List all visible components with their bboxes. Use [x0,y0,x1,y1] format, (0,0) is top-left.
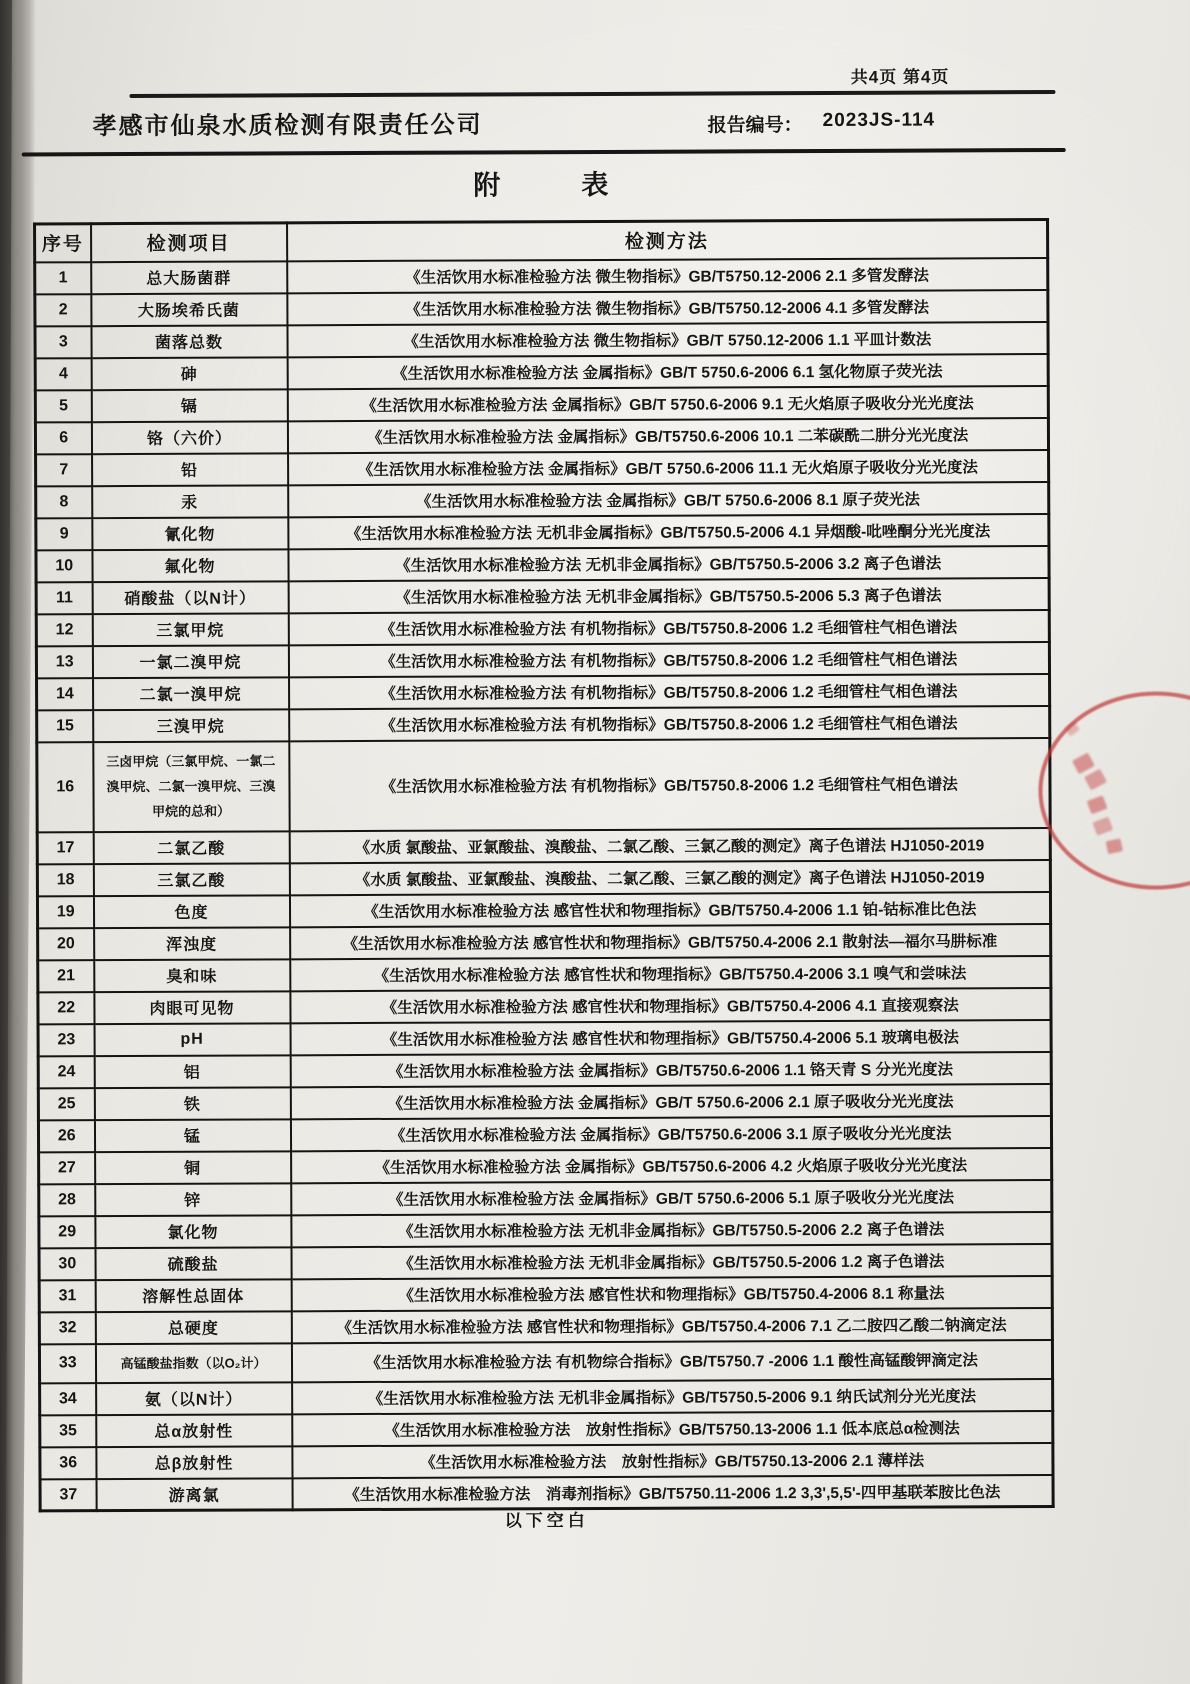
row-no: 13 [36,646,92,678]
table-row [38,924,1051,960]
row-method: 《生活饮用水标准检验方法 金属指标》GB/T 5750.6-2006 2.1 原子吸收分光光度法 [290,1084,1051,1119]
table-row [38,1052,1051,1088]
seal-glyph-fragment [1087,795,1108,814]
row-no: 20 [38,928,94,960]
row-no: 16 [37,742,93,832]
header-cell-method: 检测方法 [287,220,1048,261]
table-row [36,642,1049,678]
row-item: 总大肠菌群 [91,261,287,294]
row-item: 氯化物 [95,1215,291,1248]
row-no: 34 [40,1383,96,1415]
table-row [37,738,1050,832]
row-no: 32 [39,1312,95,1344]
row-method: 《生活饮用水标准检验方法 金属指标》GB/T 5750.6-2006 8.1 原子荧光法 [288,482,1049,517]
table-row [38,988,1051,1024]
row-item: 浑浊度 [94,927,290,960]
row-no: 7 [36,454,92,486]
table-row [39,1180,1052,1216]
row-method: 《生活饮用水标准检验方法 有机物指标》GB/T5750.8-2006 1.2 毛细管柱气相色谱法 [288,642,1049,677]
row-item: 镉 [91,389,287,422]
row-method: 《生活饮用水标准检验方法 微生物指标》GB/T5750.12-2006 4.1 多管发酵法 [287,290,1048,325]
table-row [40,1379,1053,1415]
row-no: 35 [40,1415,96,1447]
table-row [35,354,1048,390]
row-method: 《生活饮用水标准检验方法 无机非金属指标》GB/T5750.5-2006 3.2 离子色谱法 [288,546,1049,581]
row-no: 33 [39,1344,95,1384]
row-no: 18 [37,864,93,896]
row-item: 色度 [93,895,289,928]
seal-ring [1038,691,1190,890]
report-number [708,110,936,138]
row-item: 砷 [91,357,287,390]
row-item: 氟化物 [92,549,288,582]
row-no: 5 [35,390,91,422]
table-row [37,674,1050,710]
table-row [39,1212,1052,1248]
row-method: 《生活饮用水标准检验方法 无机非金属指标》GB/T5750.5-2006 2.2 离子色谱法 [291,1212,1052,1247]
table-row [38,956,1051,992]
row-item: 铬（六价） [91,421,287,454]
row-item: 二氯乙酸 [93,831,289,864]
table-row [37,892,1050,928]
row-item: pH [94,1023,290,1056]
row-no: 28 [39,1184,95,1216]
report-number-value: 2023JS-114 [822,109,936,132]
row-method: 《生活饮用水标准检验方法 金属指标》GB/T 5750.6-2006 5.1 原子吸收分光光度法 [291,1180,1052,1215]
appendix-title: 附 表 [473,169,609,201]
row-no: 8 [36,486,92,518]
row-method: 《生活饮用水标准检验方法 有机物指标》GB/T5750.8-2006 1.2 毛细管柱气相色谱法 [288,610,1049,645]
table-row [39,1244,1052,1280]
row-item: 汞 [92,485,288,518]
row-no: 25 [38,1088,94,1120]
row-method: 《生活饮用水标准检验方法 无机非金属指标》GB/T5750.5-2006 4.1 异烟酸-吡唑酮分光光度法 [288,514,1049,549]
row-no: 17 [37,832,93,864]
row-no: 26 [38,1120,94,1152]
header-cell-no: 序号 [35,224,91,262]
row-method: 《水质 氯酸盐、亚氯酸盐、溴酸盐、二氯乙酸、三氯乙酸的测定》离子色谱法 HJ1050-2019 [289,860,1050,895]
table-row [36,546,1049,582]
row-item: 硫酸盐 [95,1247,291,1280]
row-no: 21 [38,960,94,992]
row-method: 《生活饮用水标准检验方法 有机物指标》GB/T5750.8-2006 1.2 毛细管柱气相色谱法 [289,674,1050,709]
row-no: 24 [38,1056,94,1088]
header-cell-item: 检测项目 [91,223,287,262]
header-rule-top [129,90,1055,98]
row-no: 37 [40,1479,96,1511]
row-method: 《生活饮用水标准检验方法 微生物指标》GB/T5750.12-2006 2.1 多管发酵法 [287,258,1048,293]
table-row [35,386,1048,422]
row-item: 氰化物 [92,517,288,550]
seal-glyph-fragment [1072,753,1095,775]
report-number-label: 报告编号： [707,115,803,137]
row-no: 1 [35,262,91,294]
table-row [37,860,1050,896]
row-no: 10 [36,550,92,582]
table-row [37,706,1050,742]
row-method: 《生活饮用水标准检验方法 有机物指标》GB/T5750.8-2006 1.2 毛细管柱气相色谱法 [289,706,1050,741]
row-item: 总硬度 [95,1311,291,1344]
row-method: 《生活饮用水标准检验方法 感官性状和物理指标》GB/T5750.4-2006 4.1 直接观察法 [290,988,1051,1023]
row-method: 《生活饮用水标准检验方法 放射性指标》GB/T5750.13-2006 2.1 薄样法 [292,1443,1053,1478]
table-row [35,418,1048,454]
methods-table-body [35,258,1053,1512]
row-item: 二氯一溴甲烷 [93,677,289,710]
row-item: 铁 [94,1087,290,1120]
seal-glyph-fragment [1064,721,1080,736]
row-item: 臭和味 [94,959,290,992]
row-no: 12 [36,614,92,646]
row-no: 27 [39,1152,95,1184]
row-method: 《生活饮用水标准检验方法 金属指标》GB/T5750.6-2006 1.1 铬天青 S 分光光度法 [290,1052,1051,1087]
table-row [38,1020,1051,1056]
footer-note: 以下空白 [504,1511,589,1531]
table-row [39,1340,1052,1384]
row-method: 《生活饮用水标准检验方法 放射性指标》GB/T5750.13-2006 1.1 低本底总α检测法 [292,1411,1053,1446]
row-item: 锰 [94,1119,290,1152]
row-method: 《生活饮用水标准检验方法 感官性状和物理指标》GB/T5750.4-2006 2.1 散射法—福尔马肼标准 [290,924,1051,959]
table-row [40,1411,1053,1447]
row-method: 《生活饮用水标准检验方法 有机物综合指标》GB/T5750.7 -2006 1.1 酸性高锰酸钾滴定法 [291,1340,1052,1383]
table-row [35,258,1048,294]
row-method: 《生活饮用水标准检验方法 消毒剂指标》GB/T5750.11-2006 1.2 3,3',5,5'-四甲基联苯胺比色法 [292,1475,1053,1510]
table-row [38,1084,1051,1120]
pagination-text: 共4页 第4页 [850,67,950,87]
row-method: 《生活饮用水标准检验方法 金属指标》GB/T 5750.6-2006 9.1 无火焰原子吸收分光光度法 [287,386,1048,421]
row-item: 肉眼可见物 [94,991,290,1024]
row-item: 硝酸盐（以N计） [92,581,288,614]
row-method: 《生活饮用水标准检验方法 金属指标》GB/T5750.6-2006 3.1 原子吸收分光光度法 [290,1116,1051,1151]
table-header-row [35,220,1048,262]
row-item: 铝 [94,1055,290,1088]
row-item: 铜 [95,1151,291,1184]
table-row [38,1116,1051,1152]
row-item: 三卤甲烷（三氯甲烷、一氯二溴甲烷、二氯一溴甲烷、三溴甲烷的总和） [93,741,289,832]
row-method: 《生活饮用水标准检验方法 无机非金属指标》GB/T5750.5-2006 9.1 纳氏试剂分光光度法 [292,1379,1053,1414]
row-no: 6 [35,422,91,454]
row-item: 游离氯 [96,1478,292,1511]
table-row [36,450,1049,486]
row-method: 《水质 氯酸盐、亚氯酸盐、溴酸盐、二氯乙酸、三氯乙酸的测定》离子色谱法 HJ1050-2019 [289,828,1050,863]
row-item: 溶解性总固体 [95,1279,291,1312]
header-rule-bottom [22,148,1066,157]
row-no: 19 [37,896,93,928]
row-item: 三溴甲烷 [93,709,289,742]
row-no: 9 [36,518,92,550]
table-row [36,610,1049,646]
row-no: 2 [35,294,91,326]
row-no: 11 [36,582,92,614]
row-no: 22 [38,992,94,1024]
row-no: 29 [39,1216,95,1248]
row-item: 总β放射性 [96,1446,292,1479]
row-no: 4 [35,358,91,390]
row-item: 大肠埃希氏菌 [91,293,287,326]
company-name: 孝感市仙泉水质检测有限责任公司 [92,111,483,141]
row-no: 3 [35,326,91,358]
table-row [39,1308,1052,1344]
row-item: 总α放射性 [96,1414,292,1447]
row-method: 《生活饮用水标准检验方法 无机非金属指标》GB/T5750.5-2006 5.3 离子色谱法 [288,578,1049,613]
row-method: 《生活饮用水标准检验方法 感官性状和物理指标》GB/T5750.4-2006 8.1 称量法 [291,1276,1052,1311]
row-item: 锌 [95,1183,291,1216]
row-item: 三氯乙酸 [93,863,289,896]
table-row [36,514,1049,550]
row-item: 三氯甲烷 [92,613,288,646]
row-method: 《生活饮用水标准检验方法 感官性状和物理指标》GB/T5750.4-2006 7.1 乙二胺四乙酸二钠滴定法 [291,1308,1052,1343]
row-method: 《生活饮用水标准检验方法 金属指标》GB/T 5750.6-2006 6.1 氢化物原子荧光法 [287,354,1048,389]
row-no: 31 [39,1280,95,1312]
row-method: 《生活饮用水标准检验方法 微生物指标》GB/T 5750.12-2006 1.1 平皿计数法 [287,322,1048,357]
table-row [36,482,1049,518]
table-row [37,828,1050,864]
table-row [39,1276,1052,1312]
row-no: 14 [37,678,93,710]
row-item: 氨（以N计） [96,1382,292,1415]
table-row [35,290,1048,326]
methods-table-wrap [33,218,1055,1513]
row-method: 《生活饮用水标准检验方法 金属指标》GB/T 5750.6-2006 11.1 无火焰原子吸收分光光度法 [288,450,1049,485]
table-row [36,578,1049,614]
table-row [40,1443,1053,1479]
row-method: 《生活饮用水标准检验方法 金属指标》GB/T5750.6-2006 10.1 二苯碳酰二肼分光光度法 [287,418,1048,453]
methods-table [33,218,1055,1513]
table-row [39,1148,1052,1184]
seal-glyph-fragment [1106,838,1123,854]
table-row [35,322,1048,358]
row-item: 铅 [92,453,288,486]
row-method: 《生活饮用水标准检验方法 感官性状和物理指标》GB/T5750.4-2006 3.1 嗅气和尝味法 [290,956,1051,991]
row-no: 23 [38,1024,94,1056]
row-no: 15 [37,710,93,742]
row-item: 菌落总数 [91,325,287,358]
row-item: 一氯二溴甲烷 [92,645,288,678]
row-no: 30 [39,1248,95,1280]
row-method: 《生活饮用水标准检验方法 感官性状和物理指标》GB/T5750.4-2006 1.1 铂-钴标准比色法 [289,892,1050,927]
row-no: 36 [40,1447,96,1479]
row-method: 《生活饮用水标准检验方法 有机物指标》GB/T5750.8-2006 1.2 毛细管柱气相色谱法 [289,738,1050,831]
row-method: 《生活饮用水标准检验方法 金属指标》GB/T5750.6-2006 4.2 火焰原子吸收分光光度法 [291,1148,1052,1183]
row-method: 《生活饮用水标准检验方法 无机非金属指标》GB/T5750.5-2006 1.2 离子色谱法 [291,1244,1052,1279]
row-method: 《生活饮用水标准检验方法 感官性状和物理指标》GB/T5750.4-2006 5.1 玻璃电极法 [290,1020,1051,1055]
row-item: 高锰酸盐指数（以O₂计） [95,1343,291,1383]
